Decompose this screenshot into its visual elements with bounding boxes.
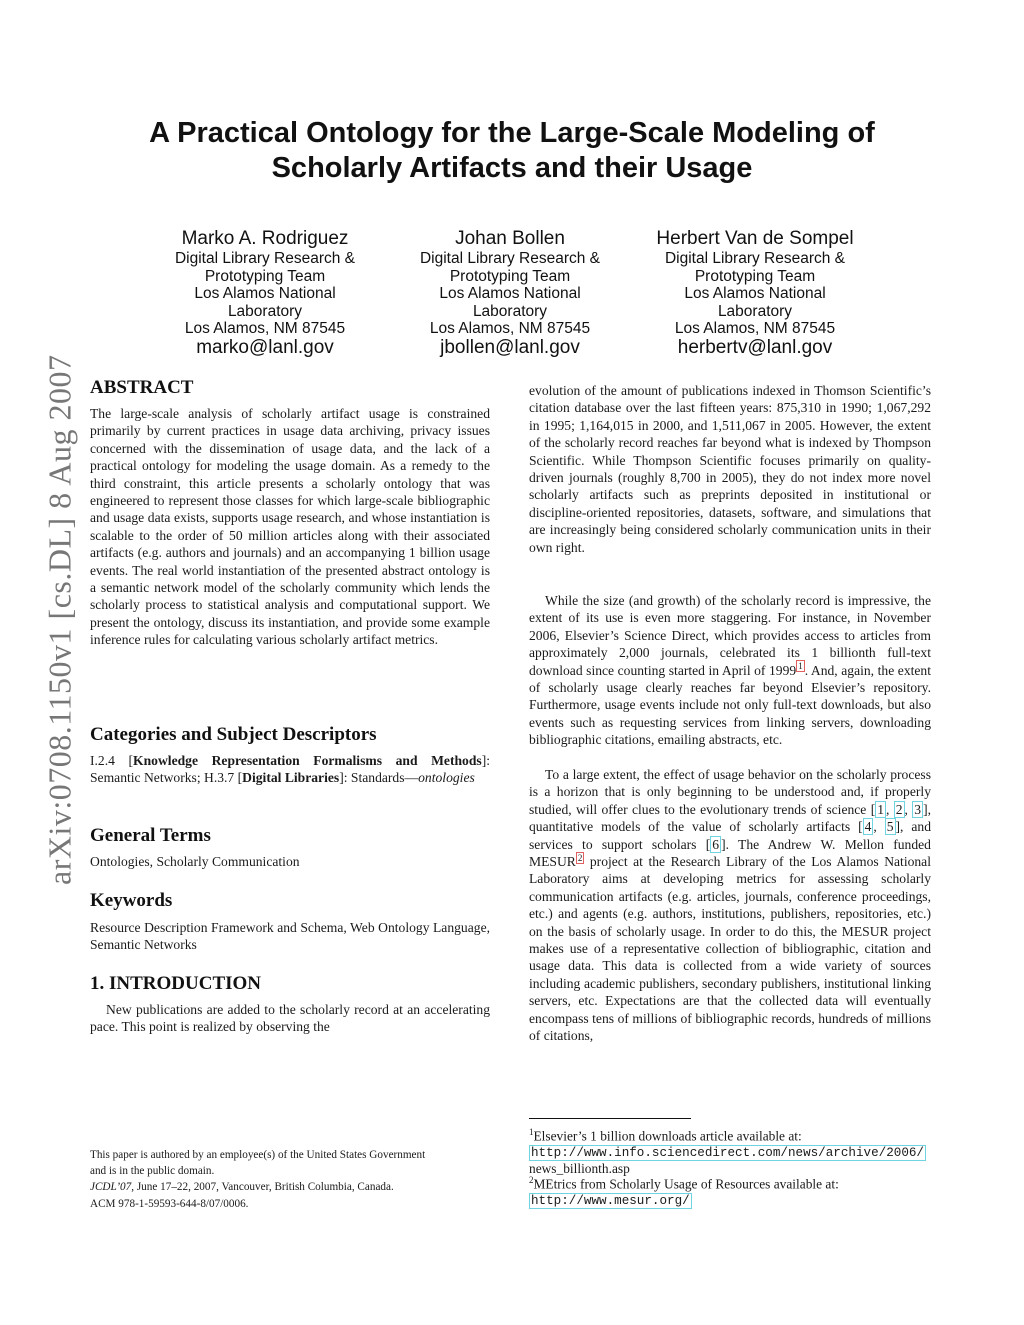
citation-link[interactable]: 4 xyxy=(864,819,872,835)
title-line-2: Scholarly Artifacts and their Usage xyxy=(271,152,753,184)
isbn-line: ACM 978-1-59593-644-8/07/0006. xyxy=(90,1197,249,1210)
author-affiliation-line: Prototyping Team xyxy=(204,267,326,285)
author-email[interactable]: marko@lanl.gov xyxy=(196,336,334,358)
footnote-url[interactable]: http://www.info.sciencedirect.com/news/archive/2006/ xyxy=(531,1146,924,1161)
author-name: Johan Bollen xyxy=(455,228,565,249)
author-affiliation-line: Digital Library Research & xyxy=(174,250,356,267)
category-code: I.2.4 [ xyxy=(90,753,134,768)
body-paragraph: While the size (and growth) of the scholarly record is impressive, the extent of its use is even more staggering. For instance, in November 2006, Elsevier’s Science Direct, which provides access to articles from approximately 2,000 journals, celebrated its 1 billionth full-text download since counting started in April of 1999 $^1$ . And, again, the extent of scholarly usage clearly reaches far beyond Elsevier’s repository. Furthermore, usage events include not only full-text downloads, but also events such as requesting services from linking servers, downloading bibliographic citations, emailing abstracts, etc. xyxy=(529,593,931,748)
keywords-text: Resource Description Framework and Schema, Web Ontology Language, Semantic Networks xyxy=(90,920,490,953)
author-affiliation-line: Laboratory xyxy=(472,302,548,320)
category-separator: ]: Standards— xyxy=(339,770,419,786)
general-terms-heading: General Terms xyxy=(90,825,211,846)
author-affiliation-line: Laboratory xyxy=(227,302,303,320)
author-name: Herbert Van de Sompel xyxy=(656,228,854,249)
paper-title xyxy=(0,116,1024,186)
author-email[interactable]: herbertv@lanl.gov xyxy=(677,336,833,358)
abstract-heading: ABSTRACT xyxy=(90,377,194,398)
author-3 xyxy=(635,228,875,358)
author-email[interactable]: jbollen@lanl.gov xyxy=(440,336,580,358)
category-term: ontologies xyxy=(418,770,475,786)
author-affiliation-line: Los Alamos, NM 87545 xyxy=(429,320,591,338)
body-paragraph: evolution of the amount of publications indexed in Thomson Scientific’s citation database over the last fifteen years: 875,310 in 1990; 1,067,292 in 1995; 1,164,015 in 2000, and 1,511,067 in 2005. However, the extent of the scholarly record reaches far beyond what is indexed by Thompson Scientific. While Thompson Scientific focuses primarily on quality-driven journals (roughly 8,700 in 2005), they do not index more novel scholarly artifacts such as preprints deposited in institutional or discipline-oriented repositories, datasets, software, and simulations that are increasingly being considered scholarly communication units in their own right. xyxy=(529,383,931,555)
citation-link[interactable]: 1 xyxy=(877,801,885,817)
author-affiliation-line: Los Alamos National xyxy=(684,285,826,303)
author-affiliation-line: Los Alamos, NM 87545 xyxy=(184,320,346,338)
footnote-link[interactable]: 1 xyxy=(798,661,803,672)
author-affiliation-line: Digital Library Research & xyxy=(664,250,846,267)
footnote-divider xyxy=(529,1118,691,1119)
footnote-url-continued: news_billionth.asp xyxy=(529,1161,630,1177)
categories-text xyxy=(90,752,490,787)
author-1 xyxy=(145,228,385,358)
categories-heading: Categories and Subject Descriptors xyxy=(90,724,377,745)
author-name: Marko A. Rodriguez xyxy=(181,228,349,249)
keywords-heading: Keywords xyxy=(90,890,173,911)
category-term: Knowledge Representation Formalisms and Methods xyxy=(133,753,482,768)
author-affiliation-line: Prototyping Team xyxy=(694,267,816,285)
footnote-link[interactable]: 2 xyxy=(577,852,583,863)
abstract-text: The large-scale analysis of scholarly artifact usage is constrained primarily by current practices in usage data archiving, privacy issues concerned with the dissemination of usage data, and the lack of a practical ontology for modeling the usage domain. As a remedy to the third constraint, this article presents a scholarly ontology that was engineered to represent those classes for which large-scale bibliographic and usage data exists, supports usage research, and whose instantiation is scalable to the order of 50 million articles along with their associated artifacts (e.g. authors and journals) and an accompanying 1 billion usage events. The real world instantiation of the presented abstract ontology is a semantic network model of the scholarly community which lends the scholarly process to statistical analysis and computational support. We present the ontology, discuss its instantiation, and provide some example inference rules for calculating various scholarly artifact metrics. xyxy=(90,406,490,648)
introduction-paragraph: New publications are added to the scholarly record at an accelerating pace. This point is realized by observing the xyxy=(90,1002,490,1035)
footnote-2: $^2$MEtrics from Scholarly Usage of Resources available at: http://www.mesur.org/ xyxy=(529,1175,839,1209)
author-affiliation-line: Los Alamos National xyxy=(439,285,581,303)
copyright-line: This paper is authored by an employee(s) of the United States Government xyxy=(90,1149,426,1161)
introduction-heading: 1. INTRODUCTION xyxy=(90,973,262,994)
title-line-1: A Practical Ontology for the Large-Scale Modeling of xyxy=(149,117,875,149)
citation-link[interactable]: 5 xyxy=(886,819,894,835)
general-terms-text: Ontologies, Scholarly Communication xyxy=(90,854,300,869)
citation-link[interactable]: 3 xyxy=(914,801,922,817)
author-affiliation-line: Los Alamos, NM 87545 xyxy=(674,320,836,338)
author-2 xyxy=(390,228,630,358)
author-affiliation-line: Digital Library Research & xyxy=(419,250,601,267)
arxiv-identifier: arXiv:0708.1150v1 [cs.DL] 8 Aug 2007 xyxy=(41,354,78,885)
author-affiliation-line: Prototyping Team xyxy=(449,267,571,285)
citation-link[interactable]: 6 xyxy=(712,836,720,852)
body-paragraph: To a large extent, the effect of usage behavior on the scholarly process is a horizon that is only beginning to be understood and, if properly studied, will offer clues to the evolutionary trends of science [ 1 , 2 , 3 ], quantitative models of the value of scholarly artifacts [ 4 , 5 ], and services to support scholars [ 6 ]. The Andrew W. Mellon funded MESUR $^2$ project at the Research Library of the Los Alamos National Laboratory aims at developing metrics for assessing scholarly communication artifacts (e.g. articles, journals, conference proceedings, etc.) and agents (e.g. authors, institutions, publishers, repositories, etc.) on the basis of scholarly usage. In order to do this, the MESUR project makes use of a representative collection of bibliographic, citation and usage data. This data is collected from a wide variety of sources including academic publishers, secondary publishers, institutional linking servers, etc. Expectations are that the collected data will eventually encompass tens of millions of bibliographic records, hundreds of millions of citations, xyxy=(529,767,932,1044)
copyright-notice xyxy=(90,1147,500,1212)
footnote-1: $^1$Elsevier’s 1 billion downloads article available at: http://www.info.sciencedirect.com/news/archive/2006/ news_billionth.asp xyxy=(529,1127,924,1177)
copyright-line: and is in the public domain. xyxy=(90,1165,215,1178)
author-affiliation-line: Laboratory xyxy=(717,302,793,320)
venue-line: JCDL’07, June 17–22, 2007, Vancouver, British Columbia, Canada. xyxy=(90,1181,394,1194)
citation-link[interactable]: 2 xyxy=(895,801,903,817)
category-separator: ]: Semantic Networks; H.3.7 [ xyxy=(90,753,491,786)
footnote-url[interactable]: http://www.mesur.org/ xyxy=(531,1194,690,1209)
author-affiliation-line: Los Alamos National xyxy=(194,285,336,303)
category-term: Digital Libraries xyxy=(242,770,340,786)
